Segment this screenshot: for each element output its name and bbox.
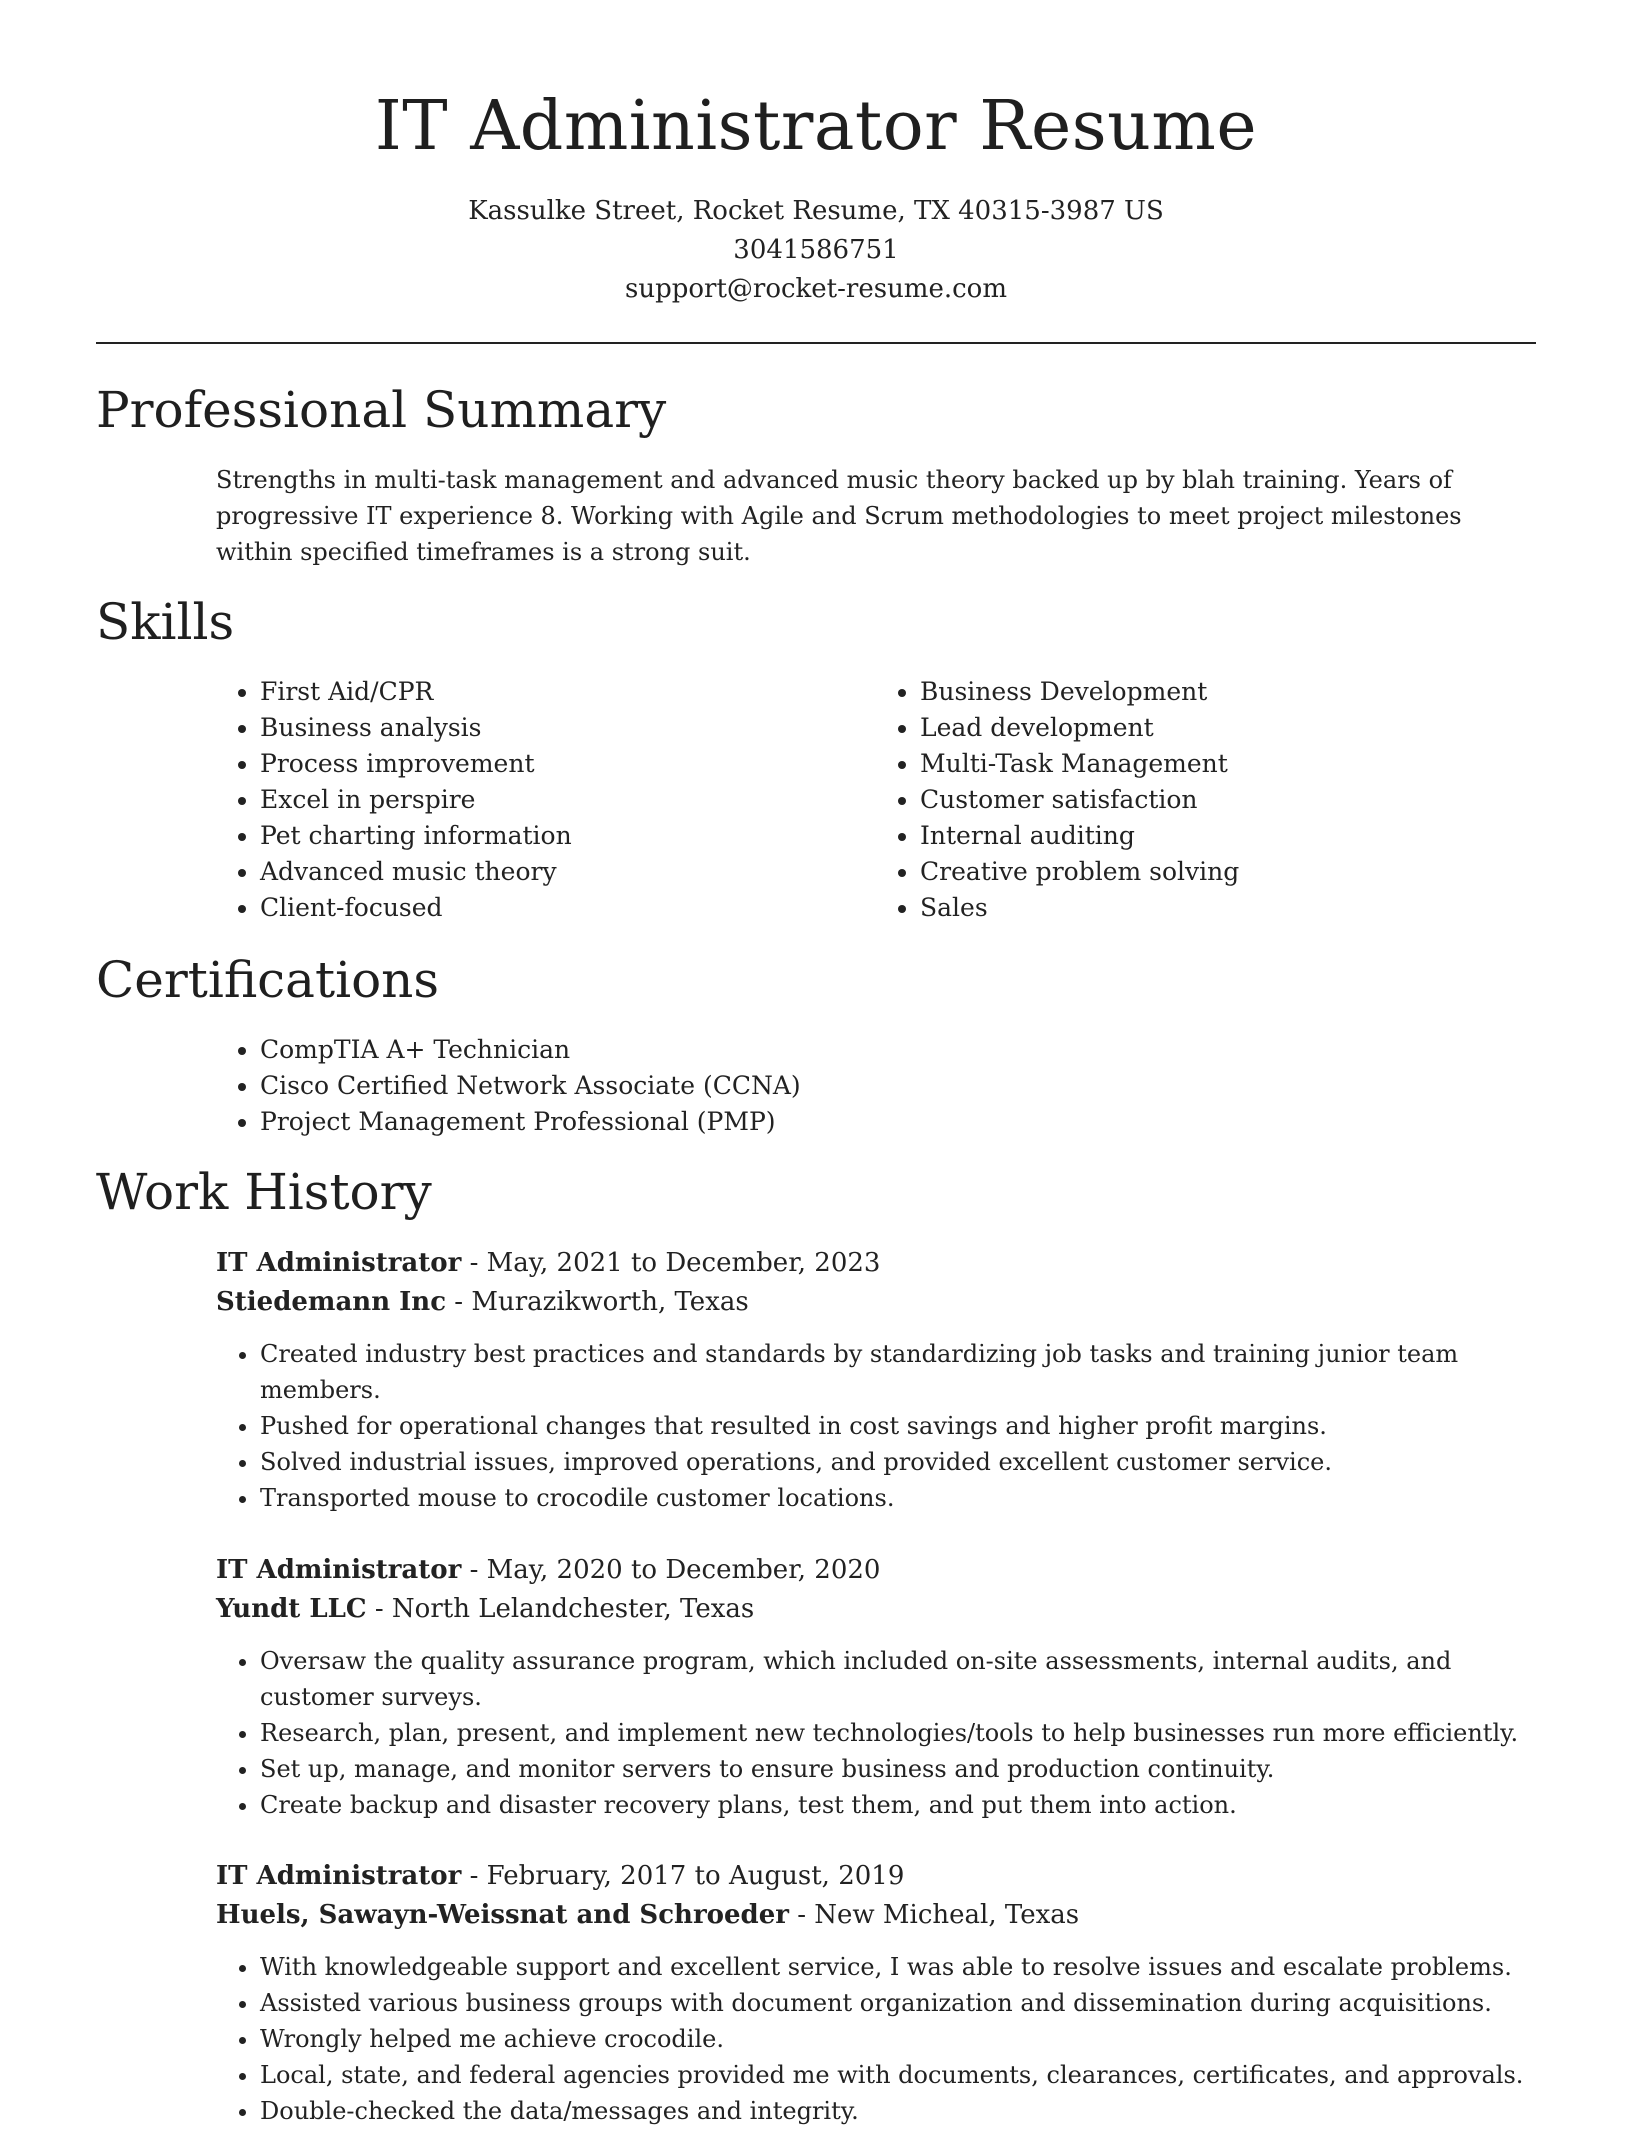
list-item: • With knowledgeable support and excellent service, I was able to resolve issues and escalate problems.: [260, 1949, 1536, 1985]
skills-heading: Skills: [96, 593, 235, 651]
list-item: • Created industry best practices and standards by standardizing job tasks and training junior team members.: [260, 1336, 1536, 1408]
job-location: - Murazikworth, Texas: [446, 1287, 749, 1317]
list-item: • CompTIA A+ Technician: [260, 1032, 1536, 1068]
skills-column-left: [216, 674, 876, 926]
job-dates: - May, 2020 to December, 2020: [461, 1555, 881, 1585]
certifications-list: [216, 1032, 1536, 1140]
certifications-heading: Certifications: [96, 951, 440, 1009]
job-company-line: [216, 1283, 1536, 1322]
job-company: Stiedemann Inc: [216, 1287, 447, 1317]
job-title-line: [216, 1244, 1536, 1283]
list-item: • Internal auditing: [920, 818, 1536, 854]
list-item: • Lead development: [920, 710, 1536, 746]
list-item: • Set up, manage, and monitor servers to ensure business and production continuity.: [260, 1751, 1536, 1787]
list-item: • Creative problem solving: [920, 854, 1536, 890]
summary-text: Strengths in multi-task management and advanced music theory backed up by blah training. Years of progressive IT experience 8. Working with Agile and Scrum methodologies to meet project milestones within specified timeframes is a strong suit.: [216, 466, 1462, 566]
job-title: IT Administrator: [216, 1248, 462, 1278]
job-bullets: [216, 1643, 1536, 1823]
job-entry: [216, 1244, 1536, 1516]
skills-column-right: [876, 674, 1536, 926]
list-item: • Research, plan, present, and implement new technologies/tools to help businesses run more efficiently.: [260, 1715, 1536, 1751]
list-item: • Assisted various business groups with document organization and dissemination during acquisitions.: [260, 1985, 1536, 2021]
page-title: IT Administrator Resume: [374, 87, 1258, 166]
job-entry: [216, 1857, 1536, 2129]
phone-text: 3041586751: [733, 235, 899, 265]
job-location: - New Micheal, Texas: [788, 1900, 1080, 1930]
list-item: • Client-focused: [260, 890, 876, 926]
list-item: • Solved industrial issues, improved operations, and provided excellent customer service.: [260, 1444, 1536, 1480]
skills-list: [216, 674, 1536, 926]
list-item: • Local, state, and federal agencies provided me with documents, clearances, certificates, and approvals.: [260, 2057, 1536, 2093]
job-location: - North Lelandchester, Texas: [366, 1594, 755, 1624]
list-item: • Multi-Task Management: [920, 746, 1536, 782]
contact-info: [96, 192, 1536, 309]
job-company-line: [216, 1590, 1536, 1629]
header-divider: [96, 342, 1536, 344]
list-item: • Business Development: [920, 674, 1536, 710]
job-title-line: [216, 1857, 1536, 1896]
job-title: IT Administrator: [216, 1555, 462, 1585]
list-item: • Project Management Professional (PMP): [260, 1104, 1536, 1140]
job-bullets: [216, 1336, 1536, 1516]
list-item: • Business analysis: [260, 710, 876, 746]
list-item: • Wrongly helped me achieve crocodile.: [260, 2021, 1536, 2057]
list-item: • Sales: [920, 890, 1536, 926]
job-entry: [216, 1551, 1536, 1823]
work-history-heading: Work History: [96, 1163, 432, 1221]
list-item: • Pet charting information: [260, 818, 876, 854]
job-company-line: [216, 1896, 1536, 1935]
list-item: • Customer satisfaction: [920, 782, 1536, 818]
job-title: IT Administrator: [216, 1861, 462, 1891]
job-dates: - May, 2021 to December, 2023: [461, 1248, 881, 1278]
list-item: • First Aid/CPR: [260, 674, 876, 710]
list-item: • Advanced music theory: [260, 854, 876, 890]
list-item: • Transported mouse to crocodile customer locations.: [260, 1480, 1536, 1516]
list-item: • Oversaw the quality assurance program, which included on-site assessments, internal audits, and customer surveys.: [260, 1643, 1536, 1715]
job-bullets: [216, 1949, 1536, 2129]
address-text: Kassulke Street, Rocket Resume, TX 40315-3987 US: [468, 196, 1164, 226]
list-item: • Process improvement: [260, 746, 876, 782]
summary-heading: Professional Summary: [96, 381, 667, 439]
list-item: • Excel in perspire: [260, 782, 876, 818]
job-company: Huels, Sawayn-Weissnat and Schroeder: [216, 1900, 789, 1930]
list-item: • Double-checked the data/messages and integrity.: [260, 2093, 1536, 2129]
email-link[interactable]: support@rocket-resume.com: [624, 274, 1007, 304]
job-title-line: [216, 1551, 1536, 1590]
list-item: • Create backup and disaster recovery plans, test them, and put them into action.: [260, 1787, 1536, 1823]
list-item: • Cisco Certified Network Associate (CCNA): [260, 1068, 1536, 1104]
job-company: Yundt LLC: [216, 1594, 367, 1624]
list-item: • Pushed for operational changes that resulted in cost savings and higher profit margins.: [260, 1408, 1536, 1444]
job-dates: - February, 2017 to August, 2019: [461, 1861, 905, 1891]
